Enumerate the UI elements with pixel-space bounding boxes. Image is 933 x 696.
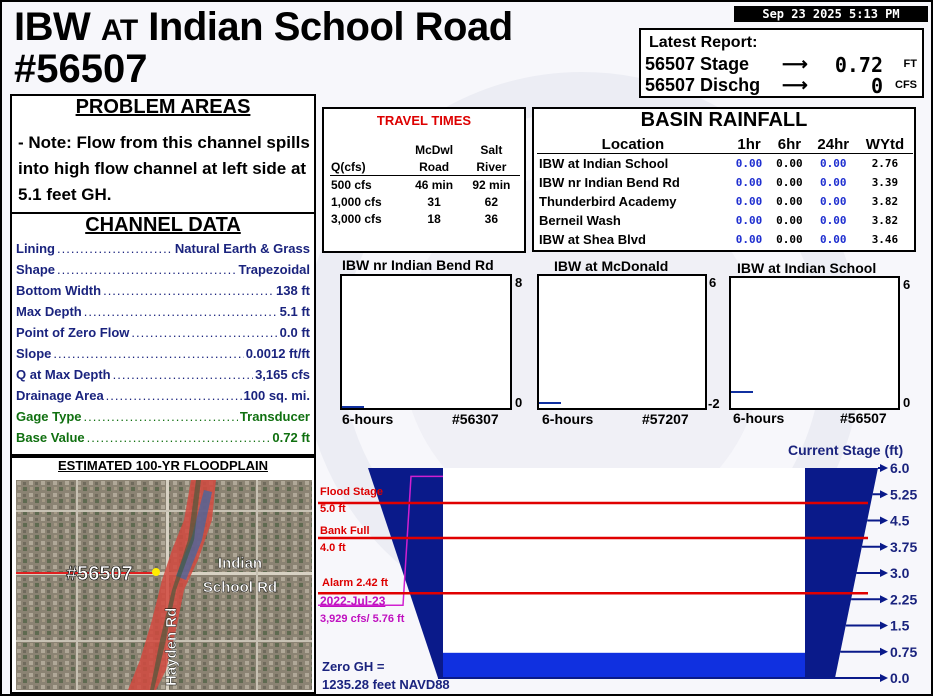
zero-gh-line2: 1235.28 feet NAVD88	[322, 677, 450, 692]
mini-chart-1-ymax: 8	[515, 275, 523, 290]
record-text: 3,929 cfs/ 5.76 ft	[320, 613, 405, 625]
channel-row-bottom-width: Bottom Width ..... 138 ft	[16, 280, 310, 301]
map-street-hayden: Hayden Rd	[163, 607, 180, 686]
mini-chart-2-period: 6-hours	[542, 411, 594, 427]
gage-id-title: #56507	[14, 47, 148, 91]
channel-row-base-value: Base Value ..... 0.72 ft	[16, 427, 310, 448]
table-row: Berneil Wash 0.00 0.00 0.00 3.82	[539, 213, 899, 228]
record-date: 2022-Jul-23	[320, 594, 386, 608]
floodplain-panel	[10, 456, 316, 694]
dischg-unit: CFS	[895, 79, 917, 91]
mini-chart-3-ymax: 6	[903, 277, 911, 292]
flood-stage-label: Flood Stage	[320, 486, 383, 498]
channel-row-gage-type: Gage Type ..... Transducer	[16, 406, 310, 427]
zero-gh-line1: Zero GH =	[322, 659, 385, 674]
mini-chart-1-period: 6-hours	[342, 411, 394, 427]
basin-rainfall-title: BASIN RAINFALL	[640, 109, 808, 131]
dischg-value: 0	[870, 74, 883, 98]
latest-report-panel	[639, 28, 924, 98]
latest-report-title: Latest Report:	[649, 34, 758, 51]
scale-tick-label: 4.5	[890, 512, 910, 529]
scale-tick-arrow-icon	[880, 648, 888, 656]
mini-chart-1	[340, 274, 512, 410]
table-row: IBW at Shea Blvd 0.00 0.00 0.00 3.46	[539, 232, 899, 247]
travel-times-title: TRAVEL TIMES	[376, 113, 472, 128]
channel-row-zero-flow: Point of Zero Flow ..... 0.0 ft	[16, 322, 310, 343]
channel-data-title: CHANNEL DATA	[85, 214, 241, 236]
channel-data-panel	[10, 212, 316, 456]
channel-row-slope: Slope ..... 0.0012 ft/ft	[16, 343, 310, 364]
scale-tick-arrow-icon	[880, 622, 888, 630]
basin-rainfall-panel	[532, 107, 916, 252]
channel-row-q-max-depth: Q at Max Depth ..... 3,165 cfs	[16, 364, 310, 385]
table-row: Thunderbird Academy 0.00 0.00 0.00 3.82	[539, 194, 899, 209]
mini-chart-2-ymin: -2	[708, 396, 720, 411]
scale-tick-label: 3.75	[890, 538, 918, 555]
table-row: 500 cfs 46 min 92 min	[331, 177, 511, 192]
arrow-icon: ⟶	[782, 75, 808, 95]
dischg-label: 56507 Dischg	[645, 75, 761, 95]
mini-chart-2	[537, 274, 707, 410]
table-row: 3,000 cfs 18 36	[331, 211, 499, 226]
problem-areas-title: PROBLEM AREAS	[75, 96, 251, 118]
stage-unit: FT	[903, 58, 917, 70]
stage-gauge-drawing	[318, 460, 917, 686]
scale-tick-arrow-icon	[880, 490, 888, 498]
channel-area	[443, 468, 805, 678]
problem-areas-panel	[10, 94, 316, 214]
table-row: IBW nr Indian Bend Rd 0.00 0.00 0.00 3.39	[539, 175, 899, 190]
mini-chart-3	[729, 276, 900, 410]
scale-tick-label: 0.75	[890, 643, 918, 660]
map-street-indian-line2: School Rd	[202, 579, 278, 596]
scale-tick-arrow-icon	[880, 464, 888, 472]
mini-chart-1-title: IBW nr Indian Bend Rd	[342, 257, 494, 273]
mini-chart-2-ymax: 6	[709, 275, 717, 290]
scale-tick-arrow-icon	[880, 569, 888, 577]
floodplain-title: ESTIMATED 100-YR FLOODPLAIN	[58, 458, 268, 473]
mini-chart-3-period: 6-hours	[733, 410, 785, 426]
table-row: IBW at Indian School 0.00 0.00 0.00 2.76	[539, 156, 899, 171]
page-title: IBW AT Indian School Road	[14, 5, 513, 49]
floodplain-map	[16, 480, 312, 690]
scale-tick-arrow-icon	[880, 595, 888, 603]
basin-rainfall-table: Location 1hr 6hr 24hr WYtd IBW at Indian School 0.00 0.00 0.00 2.76 IBW nr Indian Bend Rd 0.00 0.00 0.00 3.39 Thunderbird Academy 0.00 0.00 0.00 3.82 Berneil Wash 0.00 0.00 0.00 3.82 IBW at Shea Blvd 0.00 0.00 0.00 3.46	[537, 135, 913, 249]
water-level	[443, 653, 805, 678]
scale-tick-label: 3.0	[890, 565, 910, 581]
channel-row-shape: Shape ..... Trapezoidal	[16, 259, 310, 280]
mini-chart-3-title: IBW at Indian School	[737, 260, 877, 276]
scale-tick-label: 0.0	[890, 670, 910, 686]
latest-stage-row	[645, 53, 921, 77]
mini-chart-2-id: #57207	[642, 411, 689, 427]
arrow-icon: ⟶	[782, 54, 808, 74]
scale-tick-label: 6.0	[890, 460, 910, 476]
scale-tick-arrow-icon	[880, 543, 888, 551]
scale-tick-label: 1.5	[890, 617, 910, 634]
mini-chart-3-id: #56507	[840, 410, 887, 426]
travel-times-panel	[322, 107, 526, 253]
scale-tick-label: 2.25	[890, 591, 918, 608]
scale-tick-label: 5.25	[890, 486, 918, 503]
channel-row-lining: Lining ..... Natural Earth & Grass	[16, 238, 310, 259]
mini-chart-1-ymin: 0	[515, 395, 523, 410]
latest-dischg-row	[645, 74, 921, 98]
channel-row-max-depth: Max Depth ..... 5.1 ft	[16, 301, 310, 322]
problem-areas-text: - Note: Flow from this channel spills into high flow channel at left side at 5.1 feet GH.	[18, 133, 310, 204]
mini-chart-2-title: IBW at McDonald	[554, 258, 669, 274]
stage-label: 56507 Stage	[645, 54, 750, 74]
travel-times-table: McDwl Salt Q(cfs) Road River 500 cfs 46 min 92 min 1,000 cfs 31 62 3,000 cfs 18 36	[330, 141, 520, 227]
mini-chart-1-trace	[342, 406, 364, 408]
flood-stage-value: 5.0 ft	[320, 503, 346, 515]
stage-value: 0.72	[834, 53, 883, 77]
table-row: 1,000 cfs 31 62	[331, 194, 499, 209]
mini-chart-3-trace	[731, 391, 753, 393]
bank-full-label: Bank Full	[320, 525, 370, 537]
alarm-label: Alarm 2.42 ft	[322, 577, 389, 589]
map-street-indian-line1: Indian	[217, 555, 263, 572]
channel-data-rows	[16, 238, 310, 448]
stage-gauge	[318, 458, 932, 694]
scale-tick-arrow-icon	[880, 674, 888, 682]
map-gage-label: #56507	[66, 563, 133, 585]
channel-row-drainage-area: Drainage Area ..... 100 sq. mi.	[16, 385, 310, 406]
datetime-clock: Sep 23 2025 5:13 PM	[734, 6, 928, 22]
mini-chart-3-ymin: 0	[903, 395, 911, 410]
current-stage-title: Current Stage (ft)	[788, 442, 904, 458]
mini-chart-1-id: #56307	[452, 411, 499, 427]
floodplain-aerial-image	[16, 480, 312, 690]
bank-full-value: 4.0 ft	[320, 542, 346, 554]
scale-tick-arrow-icon	[880, 517, 888, 525]
mini-chart-2-trace	[539, 402, 561, 404]
